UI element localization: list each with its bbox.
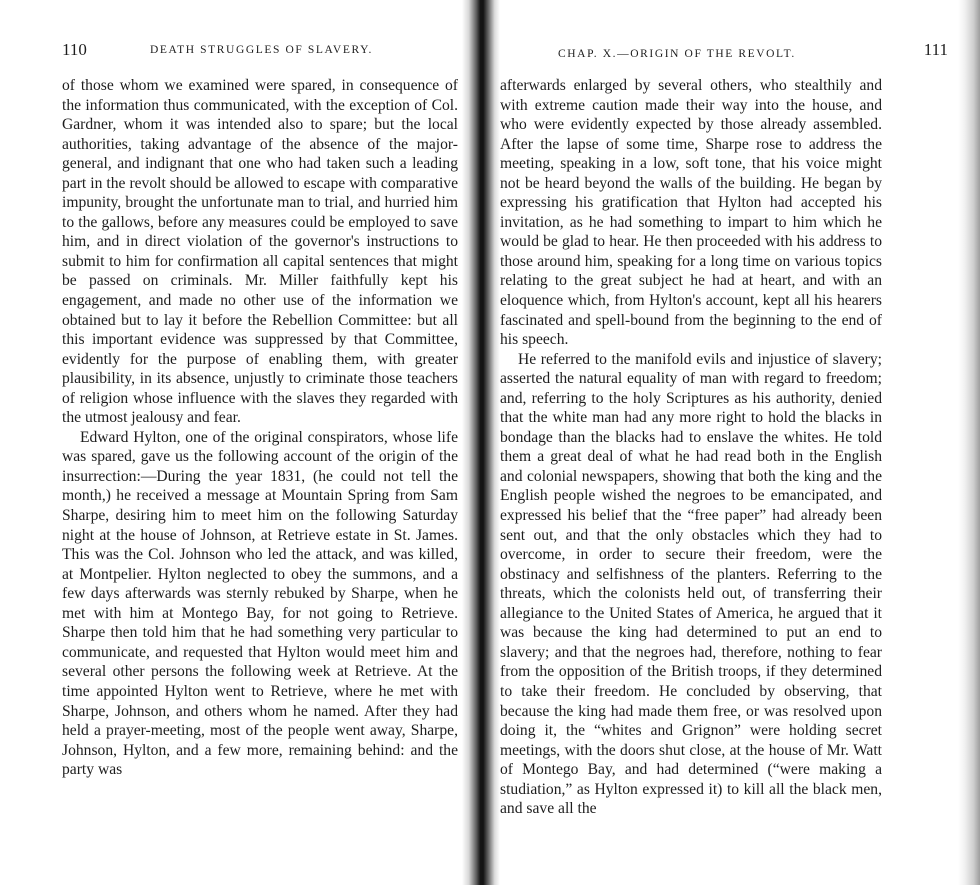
right-page-header	[558, 40, 948, 66]
running-head: DEATH STRUGGLES OF SLAVERY.	[150, 44, 373, 56]
paragraph: afterwards enlarged by several others, who stealthily and with extreme caution made their way into the house, and who were evidently expected by those already assembled. After the lapse of some time, Sharpe rose to address the meeting, speaking in a low, soft tone, that his voice might not be heard beyond the walls of the building. He began by expressing his gratification that Hylton had accepted his invitation, as he had something to impart to him which he would be glad to hear. He then proceeded with his address to those around him, speaking for a long time on various topics relating to the great subject he had at heart, and with an eloquence which, from Hylton's account, kept all his hearers fascinated and spell-bound from the beginning to the end of his speech.	[500, 77, 882, 349]
running-head: CHAP. X.—ORIGIN OF THE REVOLT.	[558, 48, 796, 60]
page-edge-shadow	[958, 0, 980, 885]
paragraph: of those whom we examined were spared, in consequence of the information thus communicated, with the exception of Col. Gardner, whom it was intended also to spare; but the local authorities, taking advantage of the absence of the major-general, and indignant that one who had taken such a leading part in the revolt should be allowed to escape with comparative impunity, brought the unfortunate man to trial, and hurried him to the gallows, before any measures could be employed to save him, and in direct violation of the governor's instructions to submit to him for confirmation all capital sentences that might be passed on criminals. Mr. Miller faithfully kept his engagement, and made no other use of the information we obtained but to lay it before the Rebellion Committee: but all this important evidence was suppressed by that Committee, evidently for the purpose of enabling them, with greater plausibility, in its absence, unjustly to criminate those teachers of religion whose influence with the slaves they regarded with the utmost jealousy and fear.	[62, 77, 458, 427]
right-page-body	[500, 76, 882, 819]
page-number: 110	[62, 40, 87, 59]
right-page	[492, 0, 980, 885]
left-page-body	[62, 76, 458, 780]
paragraph: He referred to the manifold evils and injustice of slavery; asserted the natural equality of man with regard to freedom; and, referring to the holy Scriptures as his authority, denied that the white man had any more right to hold the blacks in bondage than the blacks had to enslave the whites. He told them a great deal of what he had read both in the English and colonial newspapers, showing that both the king and the English people wished the negroes to be emancipated, and expressed his belief that the “free paper” had already been sent out, and that the only obstacles which they had to overcome, in order to secure their freedom, were the obstinacy and selfishness of the planters. Referring to the threats, which the colonists held out, of transferring their allegiance to the United States of America, he argued that it was because the king had determined to put an end to slavery; and that the negroes had, therefore, nothing to fear from the opposition of the British troops, if they determined to take their freedom. He concluded by observing, that because the king had made them free, or was resolved upon doing it, the “whites and Grignon” were holding secret meetings, with the doors shut close, at the house of Mr. Watt of Montego Bay, and had determined (“were making a studiation,” as Hylton expressed it) to kill all the black men, and save all the	[500, 350, 882, 818]
paragraph: Edward Hylton, one of the original conspirators, whose life was spared, gave us the following account of the origin of the insurrection:—During the year 1831, (he could not tell the month,) he received a message at Mountain Spring from Sam Sharpe, desiring him to meet him on the following Saturday night at the house of Johnson, at Retrieve estate in St. James. This was the Col. Johnson who led the attack, and was killed, at Montpelier. Hylton neglected to obey the summons, and a few days afterwards was sternly rebuked by Sharpe, when he met with him at Montego Bay, for not going to Retrieve. Sharpe then told him that he had something very particular to communicate, and requested that Hylton would meet him and several other persons the following week at Retrieve. At the time appointed Hylton went to Retrieve, where he met with Sharpe, Johnson, and others whom he named. After they had held a prayer-meeting, most of the people went away, Sharpe, Johnson, Hylton, and a few more, remaining behind: and the party was	[62, 428, 458, 779]
page-number: 111	[923, 40, 948, 59]
left-page-header	[62, 40, 460, 66]
left-page	[0, 0, 470, 885]
